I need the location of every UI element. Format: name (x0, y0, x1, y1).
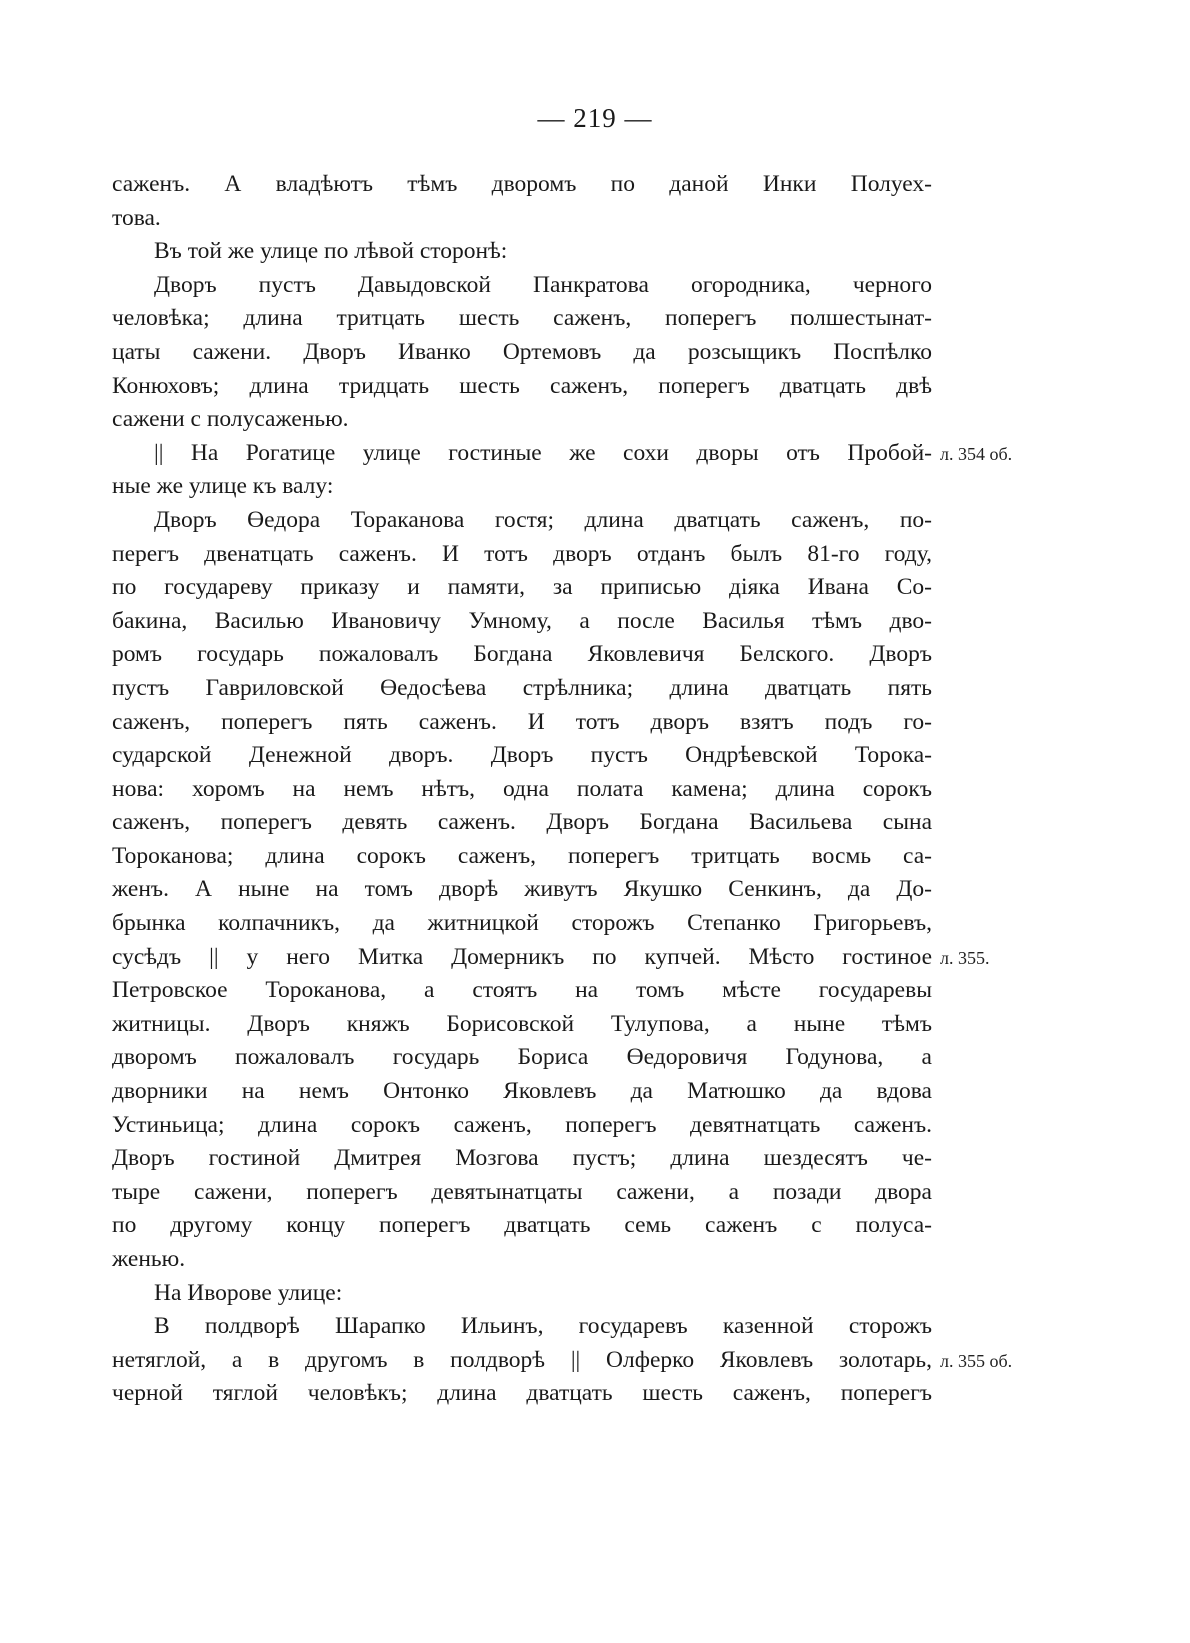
text-line: женью. (112, 1246, 186, 1272)
body-text (112, 168, 932, 1411)
text-line: брынка колпачникъ, да житницкой сторожъ Степанко Григорьевъ, (112, 910, 932, 937)
text-line: ромъ государь пожаловалъ Богдана Яковлевичя Белского. Дворъ (112, 641, 932, 668)
text-line: цаты сажени. Дворъ Иванко Ортемовъ да розсыщикъ Поспѣлко (112, 338, 932, 365)
text-line: тыре сажени, поперегъ девятынатцаты сажени, а позади двора (112, 1178, 932, 1205)
text-line: Конюховъ; длина тридцать шесть саженъ, поперегъ дватцать двѣ (112, 372, 932, 399)
text-line: по другому концу поперегъ дватцать семь саженъ с полуса- (112, 1212, 932, 1239)
folio-note: л. 354 об. (940, 443, 1013, 464)
text-line: дворники на немъ Онтонко Яковлевъ да Матюшко да вдова (112, 1078, 932, 1105)
text-line: женъ. А ныне на томъ дворѣ живутъ Якушко Сенкинъ, да До- (112, 876, 932, 903)
text-line: человѣка; длина тритцать шесть саженъ, поперегъ полшестынат- (112, 305, 932, 332)
text-line: Тороканова; длина сорокъ саженъ, поперегъ тритцать восмь са- (112, 842, 932, 869)
text-line: саженъ, поперегъ пять саженъ. И тотъ дворъ взятъ подъ го- (112, 708, 932, 735)
text-line: сажени с полусаженью. (112, 406, 349, 433)
text-line: На Иворове улице: (154, 1279, 343, 1306)
text-line: Дворъ Өедора Тораканова гостя; длина дватцать саженъ, по- (154, 506, 932, 533)
text-line: дворомъ пожаловалъ государь Бориса Өедоровичя Годунова, а (112, 1044, 932, 1071)
folio-note: л. 355. (940, 947, 990, 968)
text-line: саженъ. А владѣютъ тѣмъ дворомъ по даной Инки Полуех- (112, 171, 932, 197)
text-line: В полдворѣ Шарапко Ильинъ, государевъ казенной сторожъ (154, 1313, 932, 1340)
text-line: черной тяглой человѣкъ; длина дватцать шесть саженъ, поперегъ (112, 1380, 932, 1407)
text-line: ные же улице къ валу: (112, 473, 334, 500)
text-line: нова: хоромъ на немъ нѣтъ, одна полата камена; длина сорокъ (112, 775, 932, 802)
text-line: Устиньица; длина сорокъ саженъ, поперегъ девятнатцать саженъ. (112, 1111, 932, 1138)
text-line: това. (112, 204, 161, 231)
text-line: сударской Денежной дворъ. Дворъ пустъ Ондрѣевской Торока- (112, 742, 932, 769)
text-line: Дворъ гостиной Дмитрея Мозгова пустъ; длина шездесятъ че- (112, 1145, 932, 1172)
folio-note: л. 355 об. (940, 1351, 1013, 1371)
text-line: Въ той же улице по лѣвой сторонѣ: (154, 238, 508, 265)
text-line: бакина, Василью Ивановичу Умному, а после Василья тѣмъ дво- (112, 607, 932, 634)
text-line: Петровское Тороканова, а стоятъ на томъ мѣсте государевы (112, 977, 932, 1004)
text-line: Дворъ пустъ Давыдовской Панкратова огородника, черного (154, 271, 932, 298)
page-number: — 219 — (537, 103, 653, 133)
text-line: нетяглой, а в другомъ в полдворѣ || Олферко Яковлевъ золотарь, (112, 1346, 932, 1373)
text-line: житницы. Дворъ княжъ Борисовской Тулупова, а ныне тѣмъ (112, 1010, 932, 1037)
text-line: саженъ, поперегъ девять саженъ. Дворъ Богдана Васильева сына (112, 809, 932, 836)
text-line: по государеву приказу и памяти, за приписью діяка Ивана Со- (112, 574, 932, 601)
text-line: перегъ двенатцать саженъ. И тотъ дворъ отданъ былъ 81-го году, (112, 540, 932, 567)
text-line: пустъ Гавриловской Өедосѣева стрѣлника; длина дватцать пять (112, 674, 932, 701)
text-line: сусѣдъ || у него Митка Домерникъ по купчей. Мѣсто гостиное (112, 943, 932, 970)
text-line: || На Рогатице улице гостиные же сохи дворы отъ Пробой- (154, 439, 932, 466)
